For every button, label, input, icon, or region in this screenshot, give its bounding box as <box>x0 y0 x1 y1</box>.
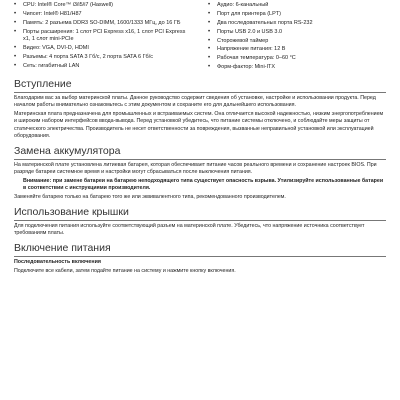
spec-item: • Форм-фактор: Mini-ITX <box>208 64 386 71</box>
spec-item: • Аудио: 6-канальный <box>208 2 386 9</box>
section-divider <box>14 92 386 93</box>
specs-right-column <box>208 2 386 73</box>
spec-item: • CPU: Intel® Core™ i3/i5/i7 (Haswell) <box>14 2 192 9</box>
section-divider <box>14 159 386 160</box>
spec-item: • Видео: VGA, DVI-D, HDMI <box>14 45 192 52</box>
battery-paragraph-1: На материнской плате установлена литиевая батарея, которая обеспечивает питание часов реального времени и сохранение настроек BIOS. При разряде батареи системное время и настройки могут сбрасываться после выключения питания. <box>14 161 377 175</box>
section-divider <box>14 256 386 257</box>
specs-list-left <box>14 2 192 70</box>
section-divider <box>14 220 386 221</box>
spec-item: • Напряжение питания: 12 В <box>208 46 386 53</box>
spec-item: • Порты USB 2.0 и USB 3.0 <box>208 29 386 36</box>
spec-item: • Сеть: гигабитный LAN <box>14 63 192 70</box>
section-title-intro: Вступление <box>14 78 72 91</box>
specs-list-right <box>208 2 386 72</box>
section-title-last: Включение питания <box>14 242 111 255</box>
specs-columns <box>14 2 386 73</box>
section-title-power: Использование крышки <box>14 206 129 219</box>
spec-item: • Рабочая температура: 0–60 °C <box>208 55 386 62</box>
spec-item: • Порты расширения: 1 слот PCI Express x16, 1 слот PCI Express x1, 1 слот mini-PCIe <box>14 29 192 44</box>
battery-warning-note: Внимание: при замене батареи на батарею неподходящего типа существует опасность взрыва. Утилизируйте использованные батареи в соответствии с инструкциями производителя. <box>23 177 384 191</box>
spec-item: • Чипсет: Intel® H81/H87 <box>14 11 192 18</box>
last-section-lead: Последовательность включения <box>14 259 101 266</box>
spec-item: • Два последовательных порта RS-232 <box>208 20 386 27</box>
intro-paragraph-2: Материнская плата предназначена для промышленных и встраиваемых систем. Она отличается высокой надежностью, низким энергопотреблением и широким набором интерфейсов ввода-вывода. Перед установкой убедитесь, что питание системы отключено, и соблюдайте меры защиты от статического электричества. Производитель не несет ответственности за повреждения, вызванные неправильной установкой или эксплуатацией оборудования. <box>14 111 384 139</box>
section-title-battery: Замена аккумулятора <box>14 144 121 157</box>
last-paragraph-1: Подключите все кабели, затем подайте питание на систему и нажмите кнопку включения. <box>14 268 236 275</box>
spec-item: • Сторожевой таймер <box>208 38 386 45</box>
spec-item: • Разъемы: 4 порта SATA 3 Гб/с, 2 порта SATA 6 Гб/с <box>14 54 192 61</box>
spec-item: • Память: 2 разъема DDR3 SO-DIMM, 1600/1333 МГц, до 16 ГБ <box>14 20 192 27</box>
power-paragraph-1: Для подключения питания используйте соответствующий разъем на материнской плате. Убедитесь, что напряжение источника соответствует требованиям платы. <box>14 223 365 237</box>
intro-paragraph-1: Благодарим вас за выбор материнской платы. Данное руководство содержит сведения об установке, настройке и использовании продукта. Перед началом работы внимательно ознакомьтесь с этим документом и сохраните его для дальнейшего использования. <box>14 95 376 109</box>
battery-paragraph-2: Заменяйте батарею только на батарею того же или эквивалентного типа, рекомендованного производителем. <box>14 194 286 201</box>
specs-left-column <box>14 2 192 73</box>
spec-item: • Порт для принтера (LPT) <box>208 11 386 18</box>
